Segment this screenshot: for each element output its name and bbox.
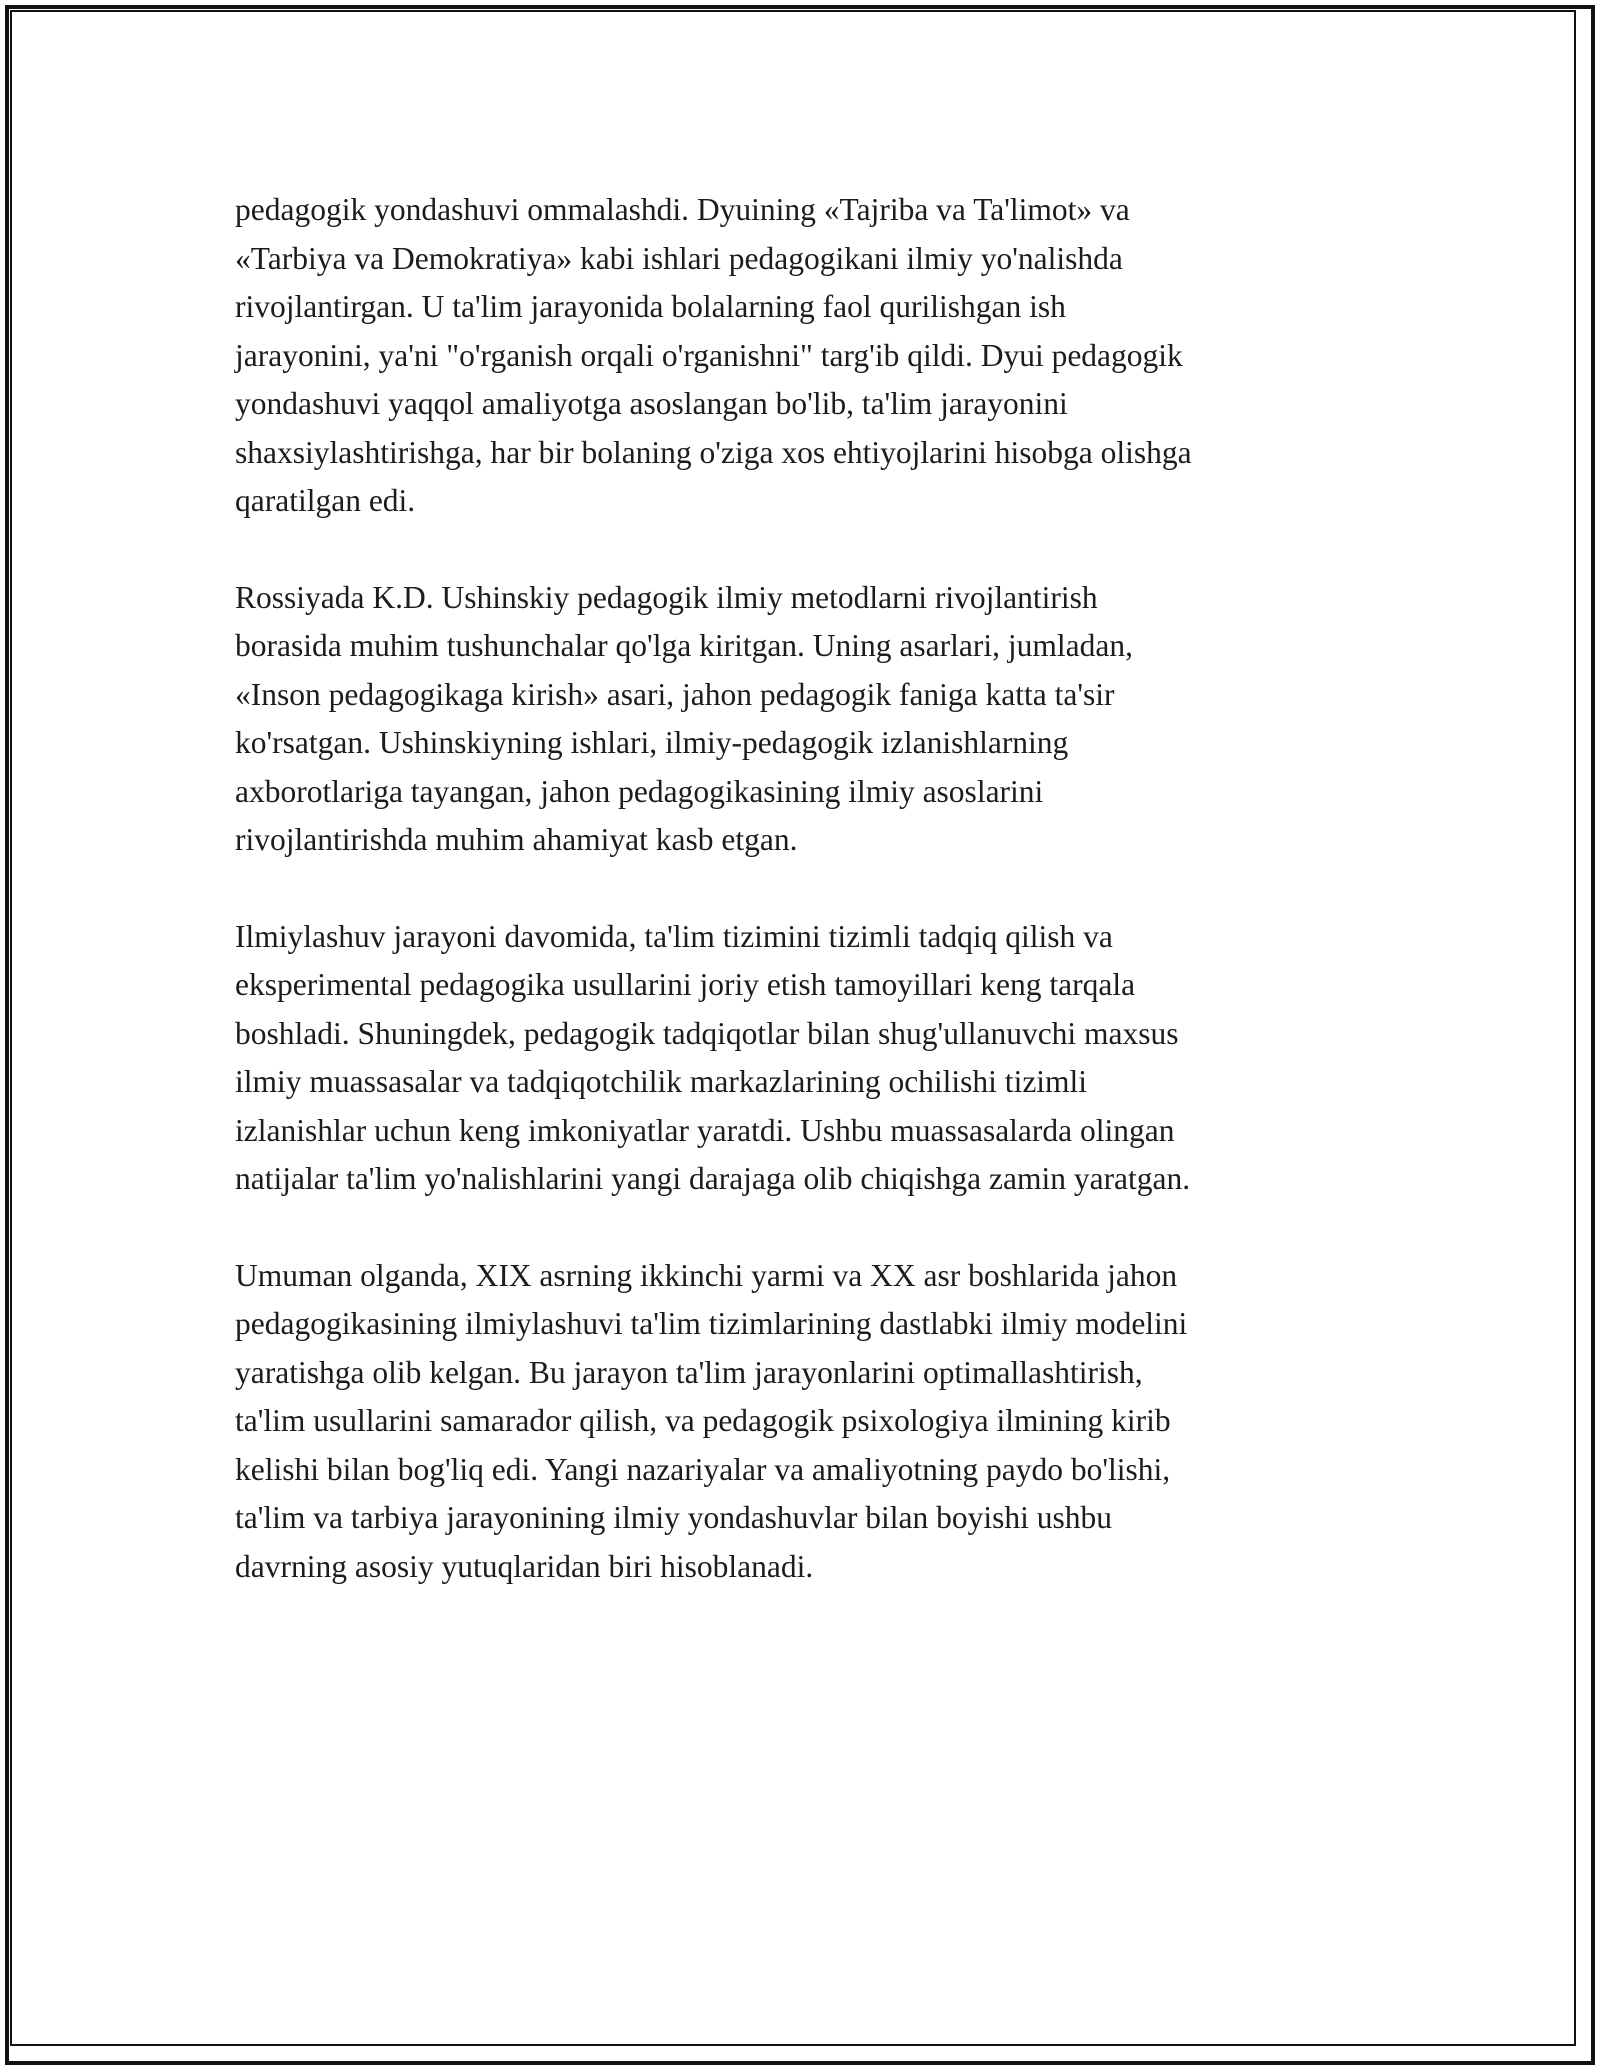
paragraph-ushinskiy — [235, 574, 1375, 865]
document-body — [235, 186, 1375, 1639]
text-line: yaratishga olib kelgan. Bu jarayon ta'lim jarayonlarini optimallashtirish, — [235, 1354, 1143, 1390]
text-line: pedagogikasining ilmiylashuvi ta'lim tizimlarining dastlabki ilmiy modelini — [235, 1306, 1188, 1341]
text-line: ilmiy muassasalar va tadqiqotchilik markazlarining ochilishi tizimli — [235, 1064, 1088, 1099]
text-line: ko'rsatgan. Ushinskiyning ishlari, ilmiy-pedagogik izlanishlarning — [235, 725, 1069, 760]
paragraph-conclusion — [235, 1252, 1375, 1592]
text-line: qaratilgan edi. — [235, 483, 416, 518]
text-line: borasida muhim tushunchalar qo'lga kiritgan. Uning asarlari, jumladan, — [235, 628, 1133, 663]
text-line: izlanishlar uchun keng imkoniyatlar yaratdi. Ushbu muassasalarda olingan — [235, 1112, 1175, 1148]
text-line: «Tarbiya va Demokratiya» kabi ishlari pedagogikani ilmiy yo'nalishda — [235, 240, 1123, 276]
text-line: boshladi. Shuningdek, pedagogik tadqiqotlar bilan shug'ullanuvchi maxsus — [235, 1015, 1179, 1051]
text-line: ta'lim va tarbiya jarayonining ilmiy yondashuvlar bilan boyishi ushbu — [235, 1500, 1113, 1535]
text-line: Ilmiylashuv jarayoni davomida, ta'lim tizimini tizimli tadqiq qilish va — [235, 918, 1113, 954]
text-line: ta'lim usullarini samarador qilish, va pedagogik psixologiya ilmining kirib — [235, 1403, 1171, 1438]
text-line: shaxsiylashtirishga, har bir bolaning o'ziga xos ehtiyojlarini hisobga olishga — [235, 434, 1192, 470]
text-line: rivojlantirishda muhim ahamiyat kasb etgan. — [235, 822, 798, 857]
text-line: eksperimental pedagogika usullarini joriy etish tamoyillari keng tarqala — [235, 967, 1136, 1002]
text-line: Rossiyada K.D. Ushinskiy pedagogik ilmiy metodlarni rivojlantirish — [235, 579, 1098, 615]
text-line: jarayonini, ya'ni "o'rganish orqali o'rganishni" targ'ib qildi. Dyui pedagogik — [235, 337, 1183, 373]
text-line: Umuman olganda, XIX asrning ikkinchi yarmi va XX asr boshlarida jahon — [235, 1257, 1178, 1293]
text-line: axborotlariga tayangan, jahon pedagogikasining ilmiy asoslarini — [235, 773, 1044, 809]
text-line: pedagogik yondashuvi ommalashdi. Dyuining «Tajriba va Ta'limot» va — [235, 192, 1130, 227]
text-line: «Inson pedagogikaga kirish» asari, jahon pedagogik faniga katta ta'sir — [235, 676, 1115, 712]
paragraph-dewey — [235, 186, 1375, 526]
text-line: rivojlantirgan. U ta'lim jarayonida bolalarning faol qurilishgan ish — [235, 289, 1066, 324]
paragraph-scientification — [235, 913, 1375, 1204]
text-line: yondashuvi yaqqol amaliyotga asoslangan bo'lib, ta'lim jarayonini — [235, 386, 1068, 421]
text-line: davrning asosiy yutuqlaridan biri hisoblanadi. — [235, 1548, 814, 1584]
text-line: natijalar ta'lim yo'nalishlarini yangi darajaga olib chiqishga zamin yaratgan. — [235, 1161, 1191, 1196]
text-line: kelishi bilan bog'liq edi. Yangi nazariyalar va amaliyotning paydo bo'lishi, — [235, 1451, 1171, 1487]
